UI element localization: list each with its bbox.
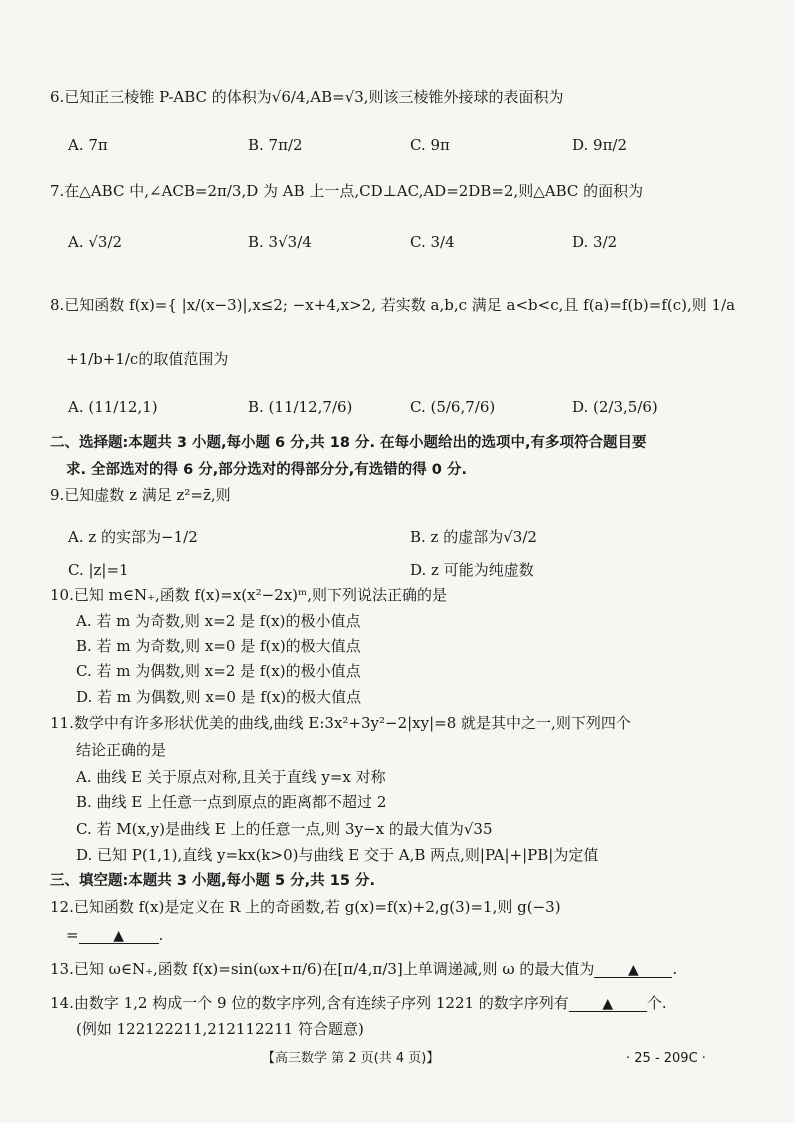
q6-option-a: A. 7π xyxy=(68,136,108,154)
q8-stem-line2: +1/b+1/c的取值范围为 xyxy=(66,350,229,368)
q11-stem-line1: 11.数学中有许多形状优美的曲线,曲线 E:3x²+3y²−2|xy|=8 就是其中之一,则下列四个 xyxy=(50,714,631,732)
q14-suffix: 个. xyxy=(646,994,667,1012)
q10-option-c: C. 若 m 为偶数,则 x=2 是 f(x)的极小值点 xyxy=(76,662,361,680)
q9-option-d: D. z 可能为纯虚数 xyxy=(410,561,534,579)
q13-period: . xyxy=(672,960,678,978)
footer-code: · 25 - 209C · xyxy=(626,1051,706,1066)
q13-answer-blank xyxy=(594,962,672,978)
q12-answer-line xyxy=(66,928,163,944)
q11-option-c: C. 若 M(x,y)是曲线 E 上的任意一点,则 3y−x 的最大值为√35 xyxy=(76,820,493,838)
section2-heading-line2: 求. 全部选对的得 6 分,部分选对的得部分分,有选错的得 0 分. xyxy=(66,462,467,478)
q14-answer-blank xyxy=(569,996,647,1012)
q12-stem: 12.已知函数 f(x)是定义在 R 上的奇函数,若 g(x)=f(x)+2,g(3)=1,则 g(−3) xyxy=(50,898,561,916)
q9-option-c: C. |z|=1 xyxy=(68,561,129,579)
section2-heading-line1: 二、选择题:本题共 3 小题,每小题 6 分,共 18 分. 在每小题给出的选项中,有多项符合题目要 xyxy=(50,435,647,451)
q10-option-b: B. 若 m 为奇数,则 x=0 是 f(x)的极大值点 xyxy=(76,637,361,655)
q6-option-d: D. 9π/2 xyxy=(572,136,628,154)
q7-option-d: D. 3/2 xyxy=(572,233,618,251)
q9-option-b: B. z 的虚部为√3/2 xyxy=(410,528,537,546)
q13-stem: 13.已知 ω∈N₊,函数 f(x)=sin(ωx+π/6)在[π/4,π/3]上单调递减,则 ω 的最大值为 xyxy=(50,960,595,978)
q8-option-a: A. (11/12,1) xyxy=(68,398,158,416)
q14-blank-triangle: ▲ xyxy=(602,996,614,1012)
q8-option-d: D. (2/3,5/6) xyxy=(572,398,658,416)
q13-line xyxy=(50,962,677,978)
q9-option-a: A. z 的实部为−1/2 xyxy=(68,528,198,546)
q12-period: . xyxy=(158,926,164,944)
section3-heading: 三、填空题:本题共 3 小题,每小题 5 分,共 15 分. xyxy=(50,873,375,889)
q8-option-c: C. (5/6,7/6) xyxy=(410,398,496,416)
q7-stem: 7.在△ABC 中,∠ACB=2π/3,D 为 AB 上一点,CD⊥AC,AD=2DB=2,则△ABC 的面积为 xyxy=(50,182,644,200)
q10-option-a: A. 若 m 为奇数,则 x=2 是 f(x)的极小值点 xyxy=(76,612,361,630)
q6-option-c: C. 9π xyxy=(410,136,450,154)
q9-stem: 9.已知虚数 z 满足 z²=z̄,则 xyxy=(50,486,231,504)
q8-stem-line1: 8.已知函数 f(x)={ |x/(x−3)|,x≤2; −x+4,x>2, 若实数 a,b,c 满足 a<b<c,且 f(a)=f(b)=f(c),则 1/a xyxy=(50,296,736,314)
q11-stem-line2: 结论正确的是 xyxy=(76,741,167,759)
q12-blank-triangle: ▲ xyxy=(113,928,124,944)
q11-option-d: D. 已知 P(1,1),直线 y=kx(k>0)与曲线 E 交于 A,B 两点,则|PA|+|PB|为定值 xyxy=(76,846,599,864)
q11-option-a: A. 曲线 E 关于原点对称,且关于直线 y=x 对称 xyxy=(76,768,386,786)
q10-stem: 10.已知 m∈N₊,函数 f(x)=x(x²−2x)ᵐ,则下列说法正确的是 xyxy=(50,586,447,604)
q14-stem: 14.由数字 1,2 构成一个 9 位的数字序列,含有连续子序列 1221 的数字序列有 xyxy=(50,994,569,1012)
q13-blank-triangle: ▲ xyxy=(627,962,639,978)
q6-option-b: B. 7π/2 xyxy=(248,136,303,154)
q7-option-a: A. √3/2 xyxy=(68,233,123,251)
q14-line xyxy=(50,996,667,1012)
q10-option-d: D. 若 m 为偶数,则 x=0 是 f(x)的极大值点 xyxy=(76,688,362,706)
q8-option-b: B. (11/12,7/6) xyxy=(248,398,353,416)
q11-option-b: B. 曲线 E 上任意一点到原点的距离都不超过 2 xyxy=(76,793,387,811)
q7-option-c: C. 3/4 xyxy=(410,233,455,251)
q12-equals: = xyxy=(66,926,79,944)
q12-answer-blank xyxy=(79,928,159,944)
footer-page-info: 【高三数学 第 2 页(共 4 页)】 xyxy=(262,1051,440,1066)
q6-stem: 6.已知正三棱锥 P-ABC 的体积为√6/4,AB=√3,则该三棱锥外接球的表面积为 xyxy=(50,88,564,106)
q7-option-b: B. 3√3/4 xyxy=(248,233,312,251)
q14-note: (例如 122122211,212112211 符合题意) xyxy=(76,1020,364,1038)
